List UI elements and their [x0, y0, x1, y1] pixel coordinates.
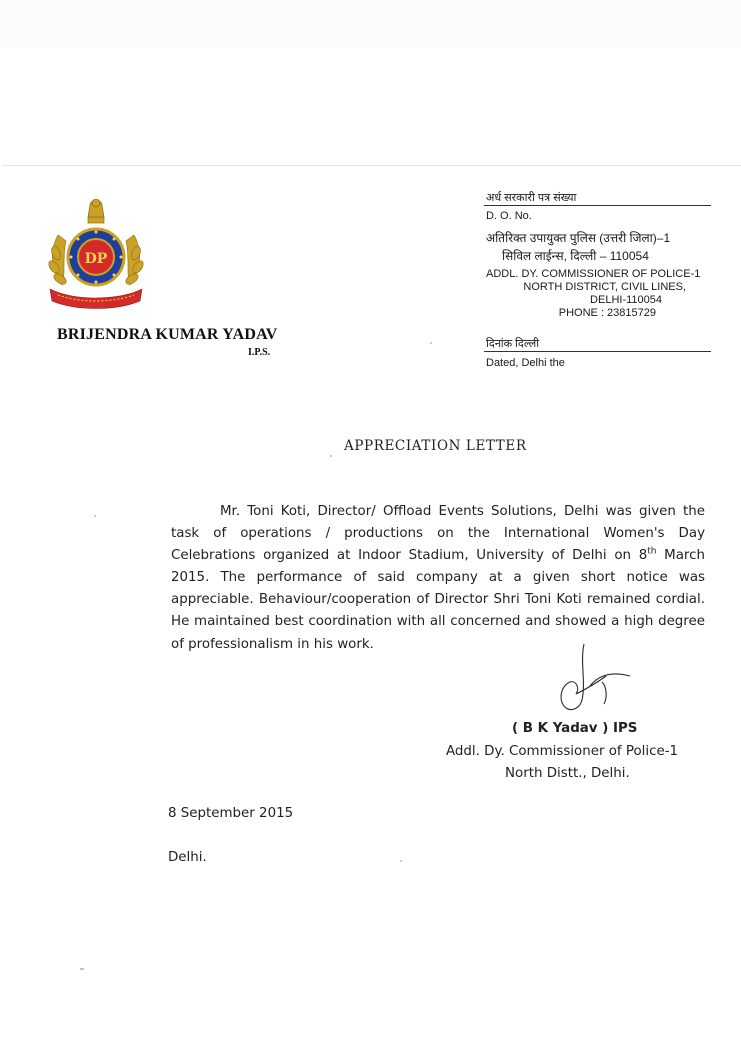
- phone-number: PHONE : 23815729: [558, 307, 656, 319]
- ordinal-suffix: th: [647, 546, 657, 557]
- dated-label-hindi: दिनांक दिल्ली: [486, 338, 540, 350]
- office-address-hindi: सिविल लाईन्स, दिल्ली – 110054: [502, 249, 649, 263]
- letter-title: APPRECIATION LETTER: [344, 438, 527, 454]
- office-name-hindi: अतिरिक्त उपायुक्त पुलिस (उत्तरी जिला)–1: [486, 231, 671, 245]
- address-line: NORTH DISTRICT, CIVIL LINES,: [523, 281, 686, 293]
- signatory-name: ( B K Yadav ) IPS: [512, 721, 638, 736]
- signatory-district: North Distt., Delhi.: [505, 766, 630, 781]
- do-number-label-hindi: अर्ध सरकारी पत्र संख्या: [486, 192, 577, 204]
- address-line: ADDL. DY. COMMISSIONER OF POLICE-1: [486, 268, 701, 280]
- scan-speck: [430, 342, 432, 344]
- delhi-police-emblem-icon: [44, 197, 148, 311]
- do-number-label: D. O. No.: [486, 210, 532, 222]
- letterhead-edge: [2, 165, 741, 166]
- scan-speck: [94, 515, 96, 517]
- body-text: Mr. Toni Koti, Director/ Offload Events Solutions, Delhi was given the task of operations / productions on the International Women's Day Celebrations organized at Indoor Stadium, University of Delhi on 8: [171, 504, 705, 564]
- dated-label: Dated, Delhi the: [486, 357, 565, 369]
- address-line: DELHI-110054: [590, 294, 662, 306]
- letter-paragraph: [171, 501, 705, 656]
- officer-name: BRIJENDRA KUMAR YADAV: [57, 326, 278, 343]
- scan-speck: [400, 860, 402, 862]
- signature-icon: [536, 642, 636, 722]
- letter-body: [171, 501, 705, 656]
- header-rule: [484, 351, 711, 352]
- scan-speck: [330, 455, 332, 457]
- header-rule: [484, 205, 711, 206]
- letter-place: Delhi.: [168, 850, 207, 865]
- letter-date: 8 September 2015: [168, 806, 294, 821]
- svg-text:DP: DP: [84, 251, 108, 267]
- body-text: March 2015. The performance of said company at a given short notice was appreciable. Behaviour/cooperation of Director Shri Toni Koti remained cordial. He maintained best coordination with all concerned and showed a high degree of professionalism in his work.: [171, 548, 705, 652]
- page-top-margin: [0, 0, 741, 48]
- signatory-designation: Addl. Dy. Commissioner of Police-1: [446, 744, 679, 759]
- office-address: [486, 268, 701, 320]
- scan-speck: [80, 968, 84, 970]
- officer-service: I.P.S.: [248, 347, 271, 358]
